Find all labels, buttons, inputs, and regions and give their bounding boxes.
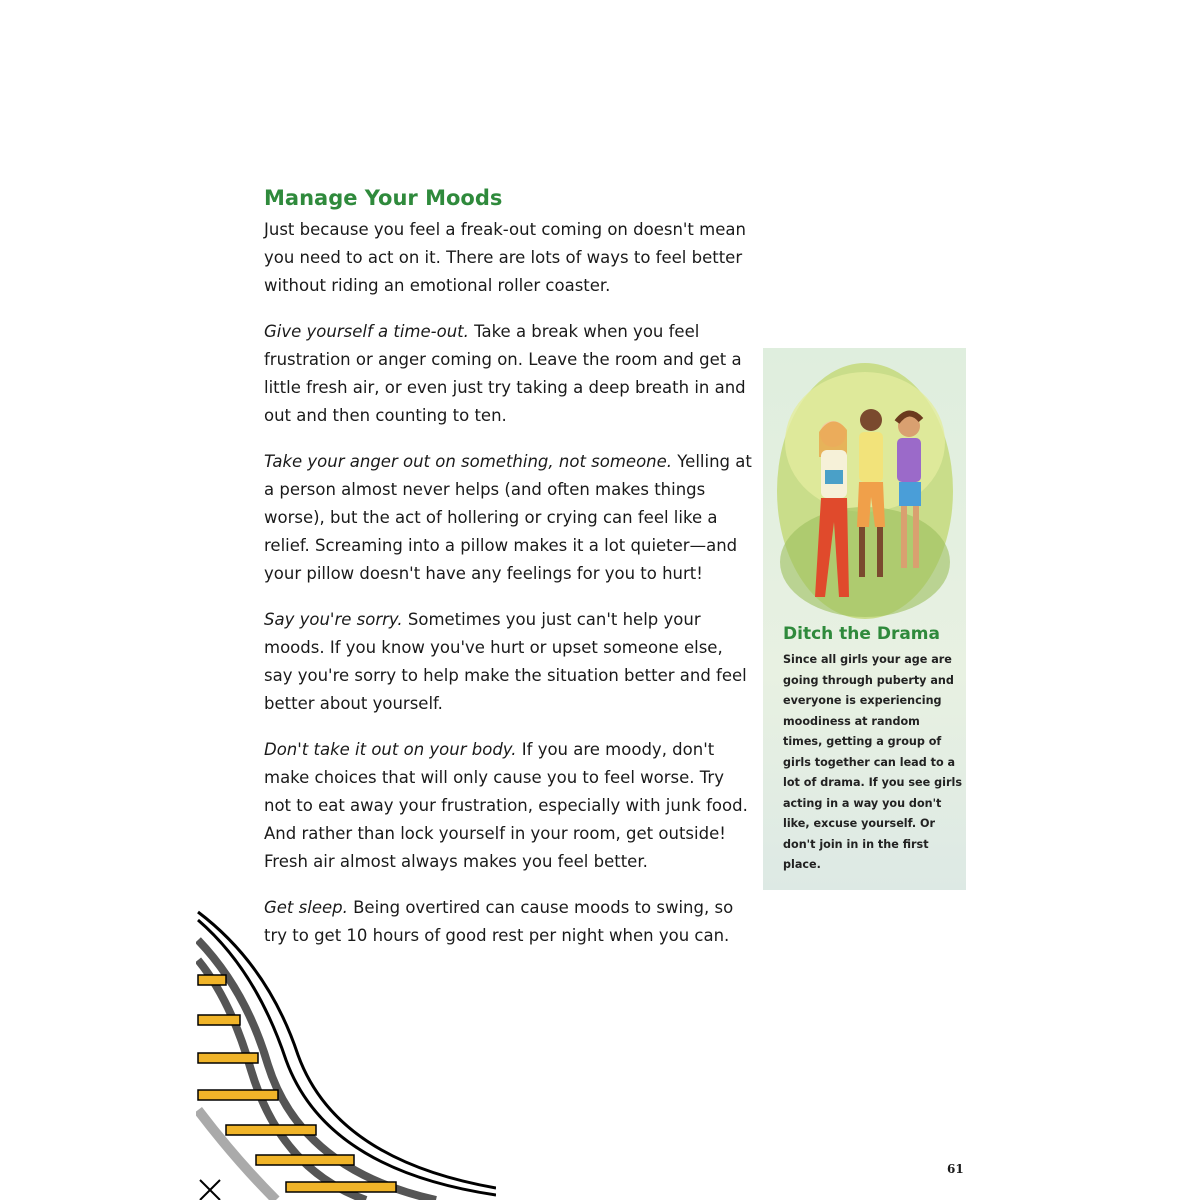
- tip-lead: Say you're sorry.: [264, 610, 403, 629]
- tip-paragraph: [264, 448, 756, 588]
- tip-text: If you are moody, don't make choices that will only cause you to feel worse. Try not to eat away your frustration, especially with junk food. And rather than lock yourself in your room, get outside! Fresh air almost always makes you feel better.: [264, 740, 748, 871]
- tip-text: Take a break when you feel frustration or anger coming on. Leave the room and get a little fresh air, or even just try taking a deep breath in and out and then counting to ten.: [264, 322, 746, 425]
- tip-lead: Give yourself a time-out.: [264, 322, 469, 341]
- tip-paragraph: [264, 318, 756, 430]
- section-heading: Manage Your Moods: [264, 186, 503, 210]
- body-text: [264, 216, 756, 968]
- sidebar-text: Since all girls your age are going through puberty and everyone is experiencing moodiness at random times, getting a group of girls together can lead to a lot of drama. If you see girls acting in a way you don't like, excuse yourself. Or don't join in in the first place.: [783, 653, 962, 871]
- tip-paragraph: [264, 736, 756, 876]
- roller-coaster-track-illustration: [196, 910, 496, 1200]
- sidebar-title: Ditch the Drama: [783, 624, 940, 644]
- sidebar-box: [763, 348, 966, 890]
- girls-illustration: [775, 362, 955, 620]
- tip-text: Sometimes you just can't help your moods. If you know you've hurt or upset someone else, say you're sorry to help make the situation better and feel better about yourself.: [264, 610, 747, 713]
- tip-lead: Don't take it out on your body.: [264, 740, 517, 759]
- tip-text: Being overtired can cause moods to swing, so try to get 10 hours of good rest per night when you can.: [264, 898, 734, 945]
- tip-paragraph: [264, 606, 756, 718]
- tip-lead: Take your anger out on something, not someone.: [264, 452, 673, 471]
- intro-paragraph: Just because you feel a freak-out coming on doesn't mean you need to act on it. There are lots of ways to feel better without riding an emotional roller coaster.: [264, 220, 746, 295]
- tip-text: Yelling at a person almost never helps (and often makes things worse), but the act of hollering or crying can feel like a relief. Screaming into a pillow makes it a lot quieter—and your pillow doesn't have any feelings for you to hurt!: [264, 452, 752, 583]
- tip-lead: Get sleep.: [264, 898, 348, 917]
- page-number: 61: [947, 1162, 964, 1176]
